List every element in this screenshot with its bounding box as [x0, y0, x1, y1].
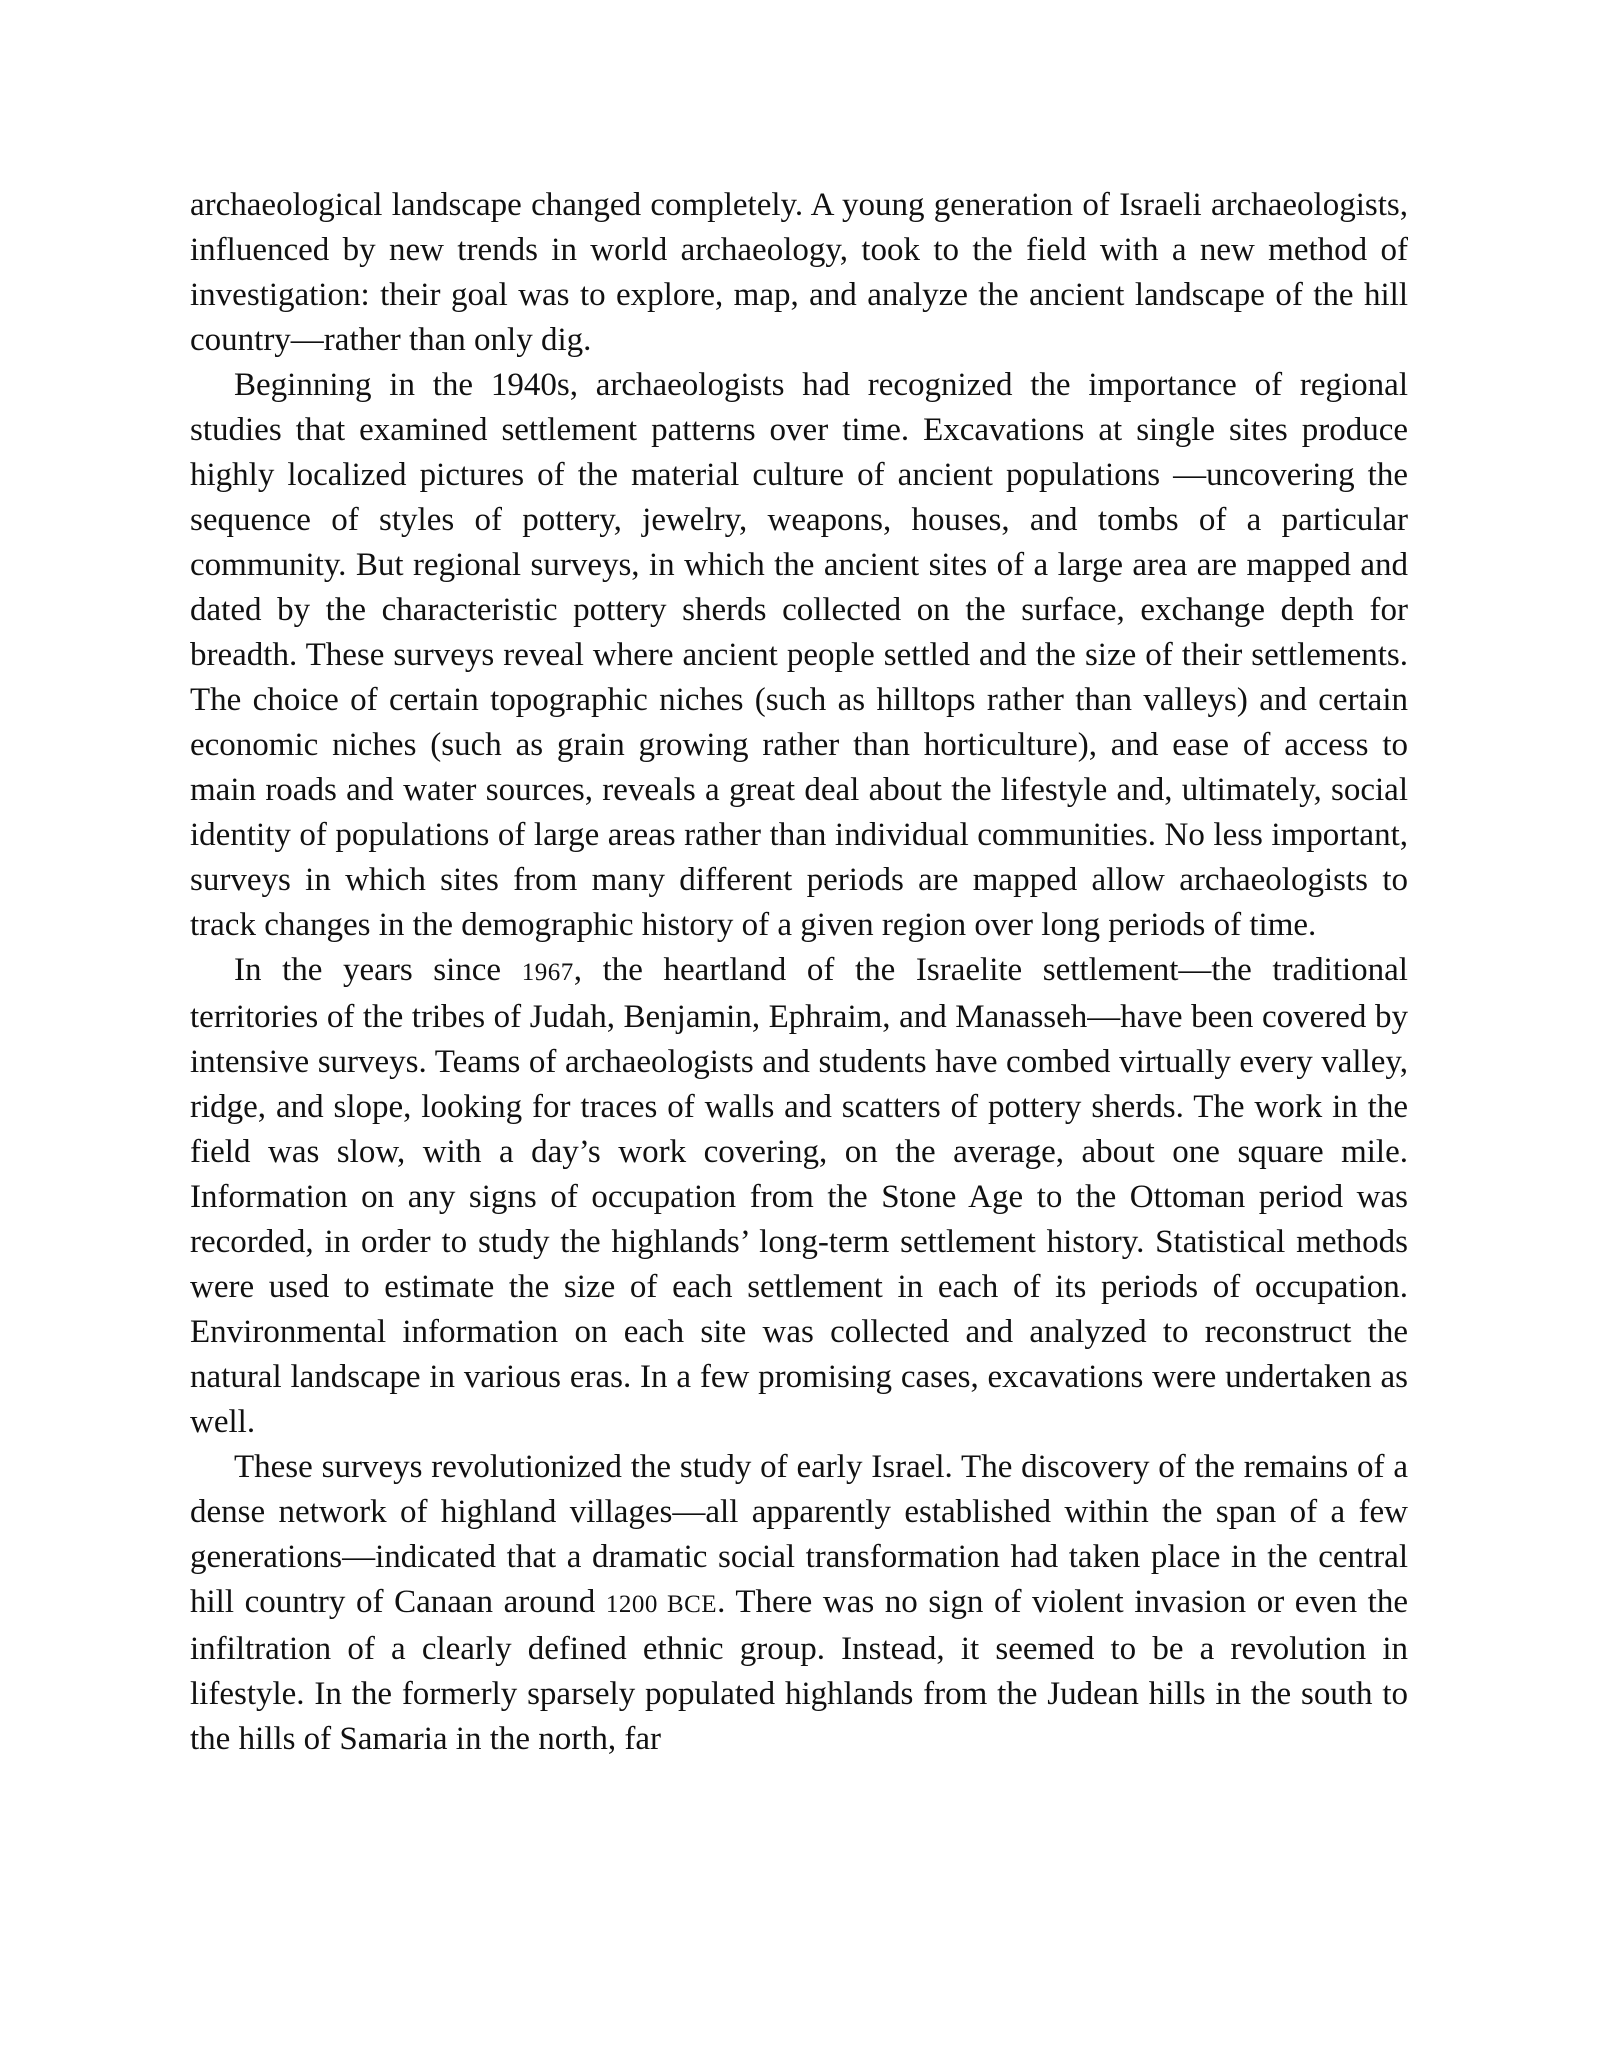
paragraph-4-text-b: . There was no sign of violent invasion or even the infiltration of a clearly defined ethnic group. Instead, it seemed to be a revolution in lifestyle. In the formerly sparsely populated highlands from the Judean hills in the south to the hills of Samaria in the north, far [190, 1584, 1408, 1757]
paragraph-2-text: Beginning in the 1940s, archaeologists had recognized the importance of regional studies that examined settlement patterns over time. Excavations at single sites produce highly localized pictures of the material culture of ancient populations —uncovering the sequence of styles of pottery, jewelry, weapons, houses, and tombs of a particular community. But regional surveys, in which the ancient sites of a large area are mapped and dated by the characteristic pottery sherds collected on the surface, exchange depth for breadth. These surveys reveal where ancient people settled and the size of their settlements. The choice of certain topographic niches (such as hilltops rather than valleys) and certain economic niches (such as grain growing rather than horticulture), and ease of access to main roads and water sources, reveals a great deal about the lifestyle and, ultimately, social identity of populations of large areas rather than individual communities. No less important, surveys in which sites from many different periods are mapped allow archaeologists to track changes in the demographic history of a given region over long periods of time. [190, 367, 1408, 943]
paragraph-3 [190, 948, 1408, 1445]
year-numeral: 1967 [521, 959, 574, 986]
paragraph-3-text-b: , the heartland of the Israelite settlement—the traditional territories of the tribes of Judah, Benjamin, Ephraim, and Manasseh—have been covered by intensive surveys. Teams of archaeologists and students have combed virtually every valley, ridge, and slope, looking for traces of walls and scatters of pottery sherds. The work in the field was slow, with a day’s work covering, on the average, about one square mile. Information on any signs of occupation from the Stone Age to the Ottoman period was recorded, in order to study the highlands’ long-term settlement history. Statistical methods were used to estimate the size of each settlement in each of its periods of occupation. Environmental information on each site was collected and analyzed to reconstruct the natural landscape in various eras. In a few promising cases, excavations were undertaken as well. [190, 952, 1408, 1440]
paragraph-2 [190, 363, 1408, 948]
paragraph-3-text-a: In the years since [234, 952, 522, 988]
date-bce: 1200 BCE [605, 1591, 718, 1618]
paragraph-1-text: archaeological landscape changed completely. A young generation of Israeli archaeologists, influenced by new trends in world archaeology, took to the field with a new method of investigation: their goal was to explore, map, and analyze the ancient landscape of the hill country—rather than only dig. [190, 187, 1408, 358]
paragraph-4-text-a: These surveys revolutionized the study of early Israel. The discovery of the remains of a dense network of highland villages—all apparently established within the span of a few generations—indicated that a dramatic social transformation had taken place in the central hill country of Canaan around [190, 1449, 1408, 1620]
paragraph-4 [190, 1445, 1408, 1762]
page-body [190, 183, 1408, 1762]
paragraph-1 [190, 183, 1408, 363]
